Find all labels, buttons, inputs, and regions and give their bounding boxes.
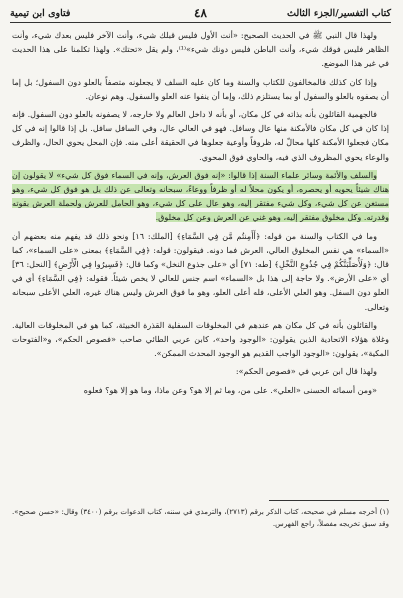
paragraph: وما في الكتاب والسنة من قوله: ﴿أَأَمِنتُم مَّن فِي السَّمَاءِ﴾ [الملك: ١٦] ونحو ذلك قد يفهم منه بعضهم أن «السماء» هي نفس المخلوق العالي، العرش فما دونه. فيقولون: قوله: ﴿فِي السَّمَاءِ﴾ بمعنى «على السماء»، كما قال: ﴿وَلَأُصَلِّبَنَّكُمْ فِي جُذُوعِ النَّخْلِ﴾ [طه: ٧١] أي «على جذوع النخل» وكما قال: ﴿فَسِيرُوا فِي الْأَرْضِ﴾ [النحل: ٣٦] أي «على الأرض». ولا حاجة إلى هذا بل «السماء» اسم جنس للعالي لا يخص شيئاً. فقوله: ﴿فِي السَّمَاءِ﴾ أي في العلو دون السفل. وهو العلي الأعلى، فله أعلى العلو، وهو ما فوق العرش وليس هناك غيره، العلي الأعلى سبحانه وتعالى. xyxy=(12,230,389,312)
paragraph: ولهذا قال النبي ﷺ في الحديث الصحيح: «أنت الأول فليس قبلك شيء، وأنت الآخر فليس بعدك شيء، وأنت الظاهر فليس فوقك شيء، وأنت الباطن فليس دونك شيء»⁽¹⁾، ولم يقل «تحتك». ولهذا تكلمنا على هذا الحديث في غير هذا الموضع. xyxy=(12,30,389,69)
header-divider xyxy=(10,22,391,23)
paragraph: وإذا كان كذلك فالمخالفون للكتاب والسنة وما كان عليه السلف لا يجعلونه متصفاً بالعلو دون السفول؛ بل إما أن يصفوه بالعلو والسفول أو بما يستلزم ذلك، وإما أن ينفوا عنه العلو والسفول. وهم نوعان. xyxy=(12,76,389,101)
footnote: (١) أخرجه مسلم في صحيحه، كتاب الذكر برقم (٢٧١٣)، والترمذي في سننه، كتاب الدعوات برقم (٣٤٠٠) وقال: «حسن صحيح». وقد سبق تخريجه مفصلاً، راجع الفهرس. xyxy=(12,507,389,528)
paragraph: والقائلون بأنه في كل مكان هم عندهم في المخلوقات السفلية القذرة الخبيثة، كما هو في المخلوقات العالية. وغلاة هؤلاء الاتحادية الذين يقولون: «الوجود واحد»، كابن عربي الطائي صاحب «فصوص الحكم»، و«الفتوحات المكية»، يقولون: «الوجود الواجب القديم هو الوجود المحدث الممكن». xyxy=(12,319,389,359)
paragraph: فالجهمية القائلون بأنه بذاته في كل مكان، أو بأنه لا داخل العالم ولا خارجه، لا يصفونه بالعلو دون السفول. فإنه إذا كان في كل مكان فالأمكنة منها عال وسافل. فهو في العالي عال، وفي السافل سافل. بل إذا قالوا إنه في كل مكان فجعلوا الأمكنة كلها محالّ له، ظروفاً وأوعية جعلوها في الحقيقة أعلى منه. فإن المحل يحوي الحال، والظرف والوعاء يحوي المظروف الذي فيه، والحاوي فوق المحوي. xyxy=(12,109,389,162)
paragraph: «ومن أسمائه الحسنى «العلي». على من، وما ثم إلا هو؟ وعن ماذا، وما هو إلا هو؟ فعلوه xyxy=(83,384,377,395)
highlighted-paragraph xyxy=(12,168,389,225)
book-title: كتاب التفسير/الجزء الثالث xyxy=(287,8,391,19)
series-title: فتاوى ابن تيمية xyxy=(10,8,71,19)
page-body xyxy=(12,28,389,401)
page-number: ٤٨ xyxy=(194,6,207,20)
footnote-divider xyxy=(269,500,389,501)
highlight-mark[interactable]: والسلف والأئمة وسائر علماء السنة إذا قالوا: «إنه فوق العرش، وإنه في السماء فوق كل شيء» لا يقولون إن هناك شيئاً يحويه أو يحصره، أو يكون محلاً له أو ظرفاً ووعاءً، سبحانه وتعالى عن ذلك بل هو فوق كل شيء، وهو مستغن عن كل شيء، وكل شيء مفتقر إليه، وهو عال على كل شيء، وهو الحامل للعرش ولحملة العرش بقوته وقدرته. وكل مخلوق مفتقر إليه، وهو غني عن العرش وعن كل مخلوق. xyxy=(12,169,389,223)
paragraph: ولهذا قال ابن عربي في «فصوص الحكم»: xyxy=(235,366,377,377)
footnotes xyxy=(12,506,389,530)
